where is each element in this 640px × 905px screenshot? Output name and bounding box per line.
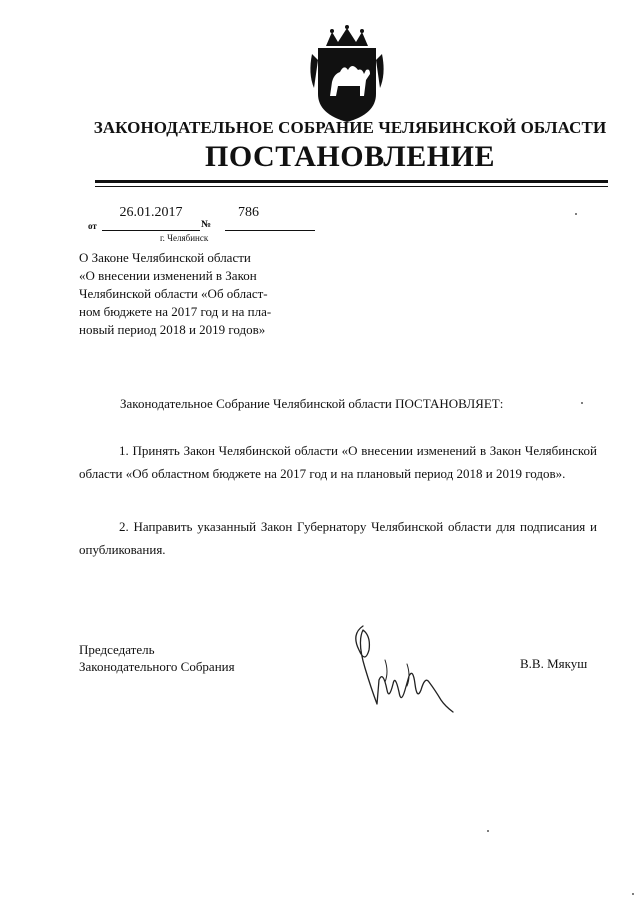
signatory-name: В.В. Мякуш (520, 656, 588, 671)
coat-of-arms-icon (304, 24, 390, 124)
organization-title: ЗАКОНОДАТЕЛЬНОЕ СОБРАНИЕ ЧЕЛЯБИНСКОЙ ОБЛАСТИ (93, 118, 607, 137)
subject-line: Челябинской области «Об област- (79, 286, 268, 301)
subject-line: ном бюджете на 2017 год и на пла- (79, 304, 272, 319)
number-prefix: № (201, 219, 212, 230)
date-prefix: от (88, 221, 97, 231)
paragraph-2: 2. Направить указанный Закон Губернатору Челябинской области для подписания и опубликования. (79, 519, 597, 557)
scan-speck (581, 402, 583, 404)
document-type-title: ПОСТАНОВЛЕНИЕ (205, 140, 495, 173)
subject-line: новый период 2018 и 2019 годов» (79, 322, 266, 337)
subject-line: О Законе Челябинской области (79, 250, 251, 265)
header-rule-thick (95, 180, 608, 183)
document-number: 786 (238, 205, 259, 220)
scan-speck (632, 893, 634, 895)
document-date: 26.01.2017 (119, 205, 183, 220)
paragraph-1: 1. Принять Закон Челябинской области «О внесении изменений в Закон Челябинской области «Об областном бюджете на 2017 год и на плановый период 2018 и 2019 годов». (79, 443, 597, 481)
document-subject (79, 249, 287, 339)
scan-speck (575, 213, 577, 215)
scan-speck (487, 830, 489, 832)
handwritten-signature (345, 620, 465, 720)
header-rule-thin (95, 186, 608, 187)
date-underline (102, 230, 200, 231)
document-city: г. Челябинск (160, 233, 209, 243)
position-line: Председатель (79, 642, 155, 657)
subject-line: «О внесении изменений в Закон (79, 268, 257, 283)
decree-statement: Законодательное Собрание Челябинской области ПОСТАНОВЛЯЕТ: (120, 396, 504, 411)
number-underline (225, 230, 315, 231)
position-line: Законодательного Собрания (79, 659, 235, 674)
signatory-position (79, 641, 235, 675)
